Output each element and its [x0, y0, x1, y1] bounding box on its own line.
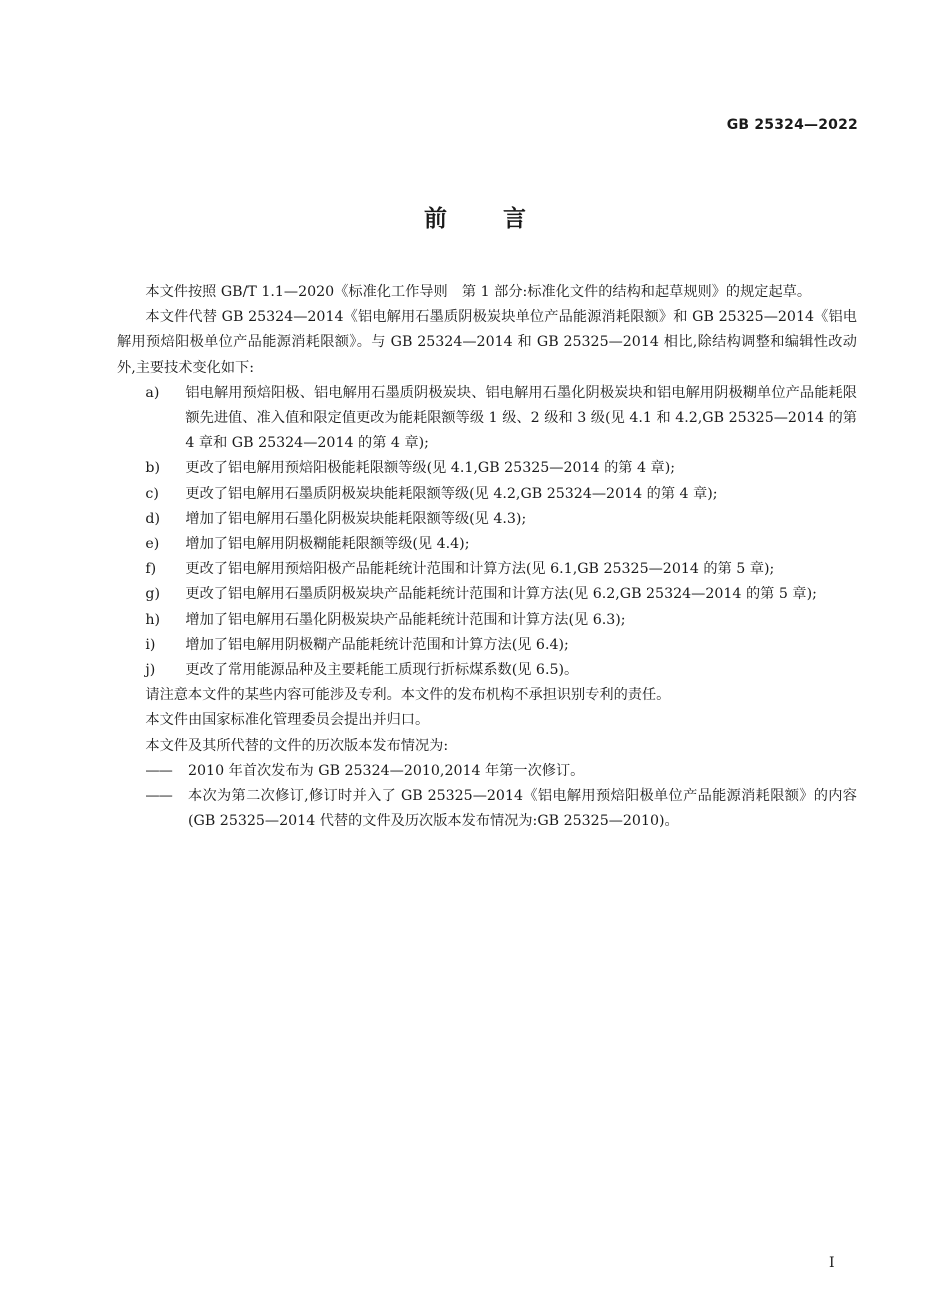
list-item [117, 507, 857, 532]
list-item-marker: d) [145, 510, 161, 527]
history-item [117, 784, 857, 834]
list-item-text: 更改了铝电解用预焙阳极能耗限额等级(见 4.1,GB 25325—2014 的第 4 章); [185, 460, 676, 477]
dash-marker: —— [145, 788, 172, 805]
page-number: I [829, 1255, 835, 1271]
list-item-marker: i) [145, 636, 156, 653]
drafting-rule-paragraph: 本文件按照 GB/T 1.1—2020《标准化工作导则 第 1 部分:标准化文件的结构和起草规则》的规定起草。 [145, 284, 812, 300]
history-item [117, 759, 857, 784]
list-item-marker: a) [145, 384, 160, 401]
list-item [117, 582, 857, 607]
list-item-text: 增加了铝电解用阴极糊产品能耗统计范围和计算方法(见 6.4); [185, 636, 569, 653]
list-item-marker: e) [145, 536, 160, 553]
list-item-text: 增加了铝电解用石墨化阴极炭块能耗限额等级(见 4.3); [185, 510, 527, 527]
list-item-text: 铝电解用预焙阳极、铝电解用石墨质阴极炭块、铝电解用石墨化阴极炭块和铝电解用阴极糊单位产品能耗限额先进值、准入值和限定值更改为能耗限额等级 1 级、2 级和 3 级(见 4.1 和 4.2,GB 25325—2014 的第 4 章和 GB 25324—2014 的第 4 章); [185, 384, 857, 452]
list-item-text: 更改了铝电解用石墨质阴极炭块能耗限额等级(见 4.2,GB 25324—2014 的第 4 章); [185, 485, 718, 502]
technical-changes-list [117, 381, 857, 683]
list-item [117, 608, 857, 633]
list-item-marker: c) [145, 485, 159, 502]
list-item [117, 482, 857, 507]
list-item-marker: b) [145, 460, 161, 477]
proposer-statement: 本文件由国家标准化管理委员会提出并归口。 [145, 712, 430, 729]
list-item-marker: h) [145, 611, 161, 628]
list-item [117, 532, 857, 557]
history-item-text: 2010 年首次发布为 GB 25324—2010,2014 年第一次修订。 [187, 762, 585, 779]
list-item [117, 633, 857, 658]
document-body [117, 280, 857, 834]
list-item [117, 381, 857, 457]
list-item-text: 更改了铝电解用石墨质阴极炭块产品能耗统计范围和计算方法(见 6.2,GB 25324—2014 的第 5 章); [185, 586, 817, 603]
list-item-marker: f) [145, 561, 157, 578]
list-item-text: 更改了铝电解用预焙阳极产品能耗统计范围和计算方法(见 6.1,GB 25325—2014 的第 5 章); [185, 561, 775, 578]
list-item-marker: g) [145, 586, 161, 603]
list-item [117, 557, 857, 582]
page-title: 前言 [424, 206, 582, 232]
list-item-text: 增加了铝电解用石墨化阴极炭块产品能耗统计范围和计算方法(见 6.3); [185, 611, 626, 628]
dash-marker: —— [145, 762, 172, 779]
replacement-paragraph: 本文件代替 GB 25324—2014《铝电解用石墨质阴极炭块单位产品能源消耗限额》和 GB 25325—2014《铝电解用预焙阳极单位产品能源消耗限额》。与 GB 25324—2014 和 GB 25325—2014 相比,除结构调整和编辑性改动外,主要技术变化如下: [117, 309, 857, 376]
standard-number: GB 25324—2022 [726, 117, 858, 133]
list-item-text: 增加了铝电解用阴极糊能耗限额等级(见 4.4); [185, 536, 470, 553]
list-item-marker: j) [145, 662, 156, 679]
list-item [117, 456, 857, 481]
patent-notice: 请注意本文件的某些内容可能涉及专利。本文件的发布机构不承担识别专利的责任。 [145, 687, 671, 704]
list-item-text: 更改了常用能源品种及主要耗能工质现行折标煤系数(见 6.5)。 [185, 662, 579, 679]
history-intro: 本文件及其所代替的文件的历次版本发布情况为: [145, 737, 449, 754]
list-item [117, 658, 857, 683]
version-history-list [117, 759, 857, 835]
history-item-text: 本次为第二次修订,修订时并入了 GB 25325—2014《铝电解用预焙阳极单位产品能源消耗限额》的内容(GB 25325—2014 代替的文件及历次版本发布情况为:GB 25325—2010)。 [187, 788, 857, 830]
